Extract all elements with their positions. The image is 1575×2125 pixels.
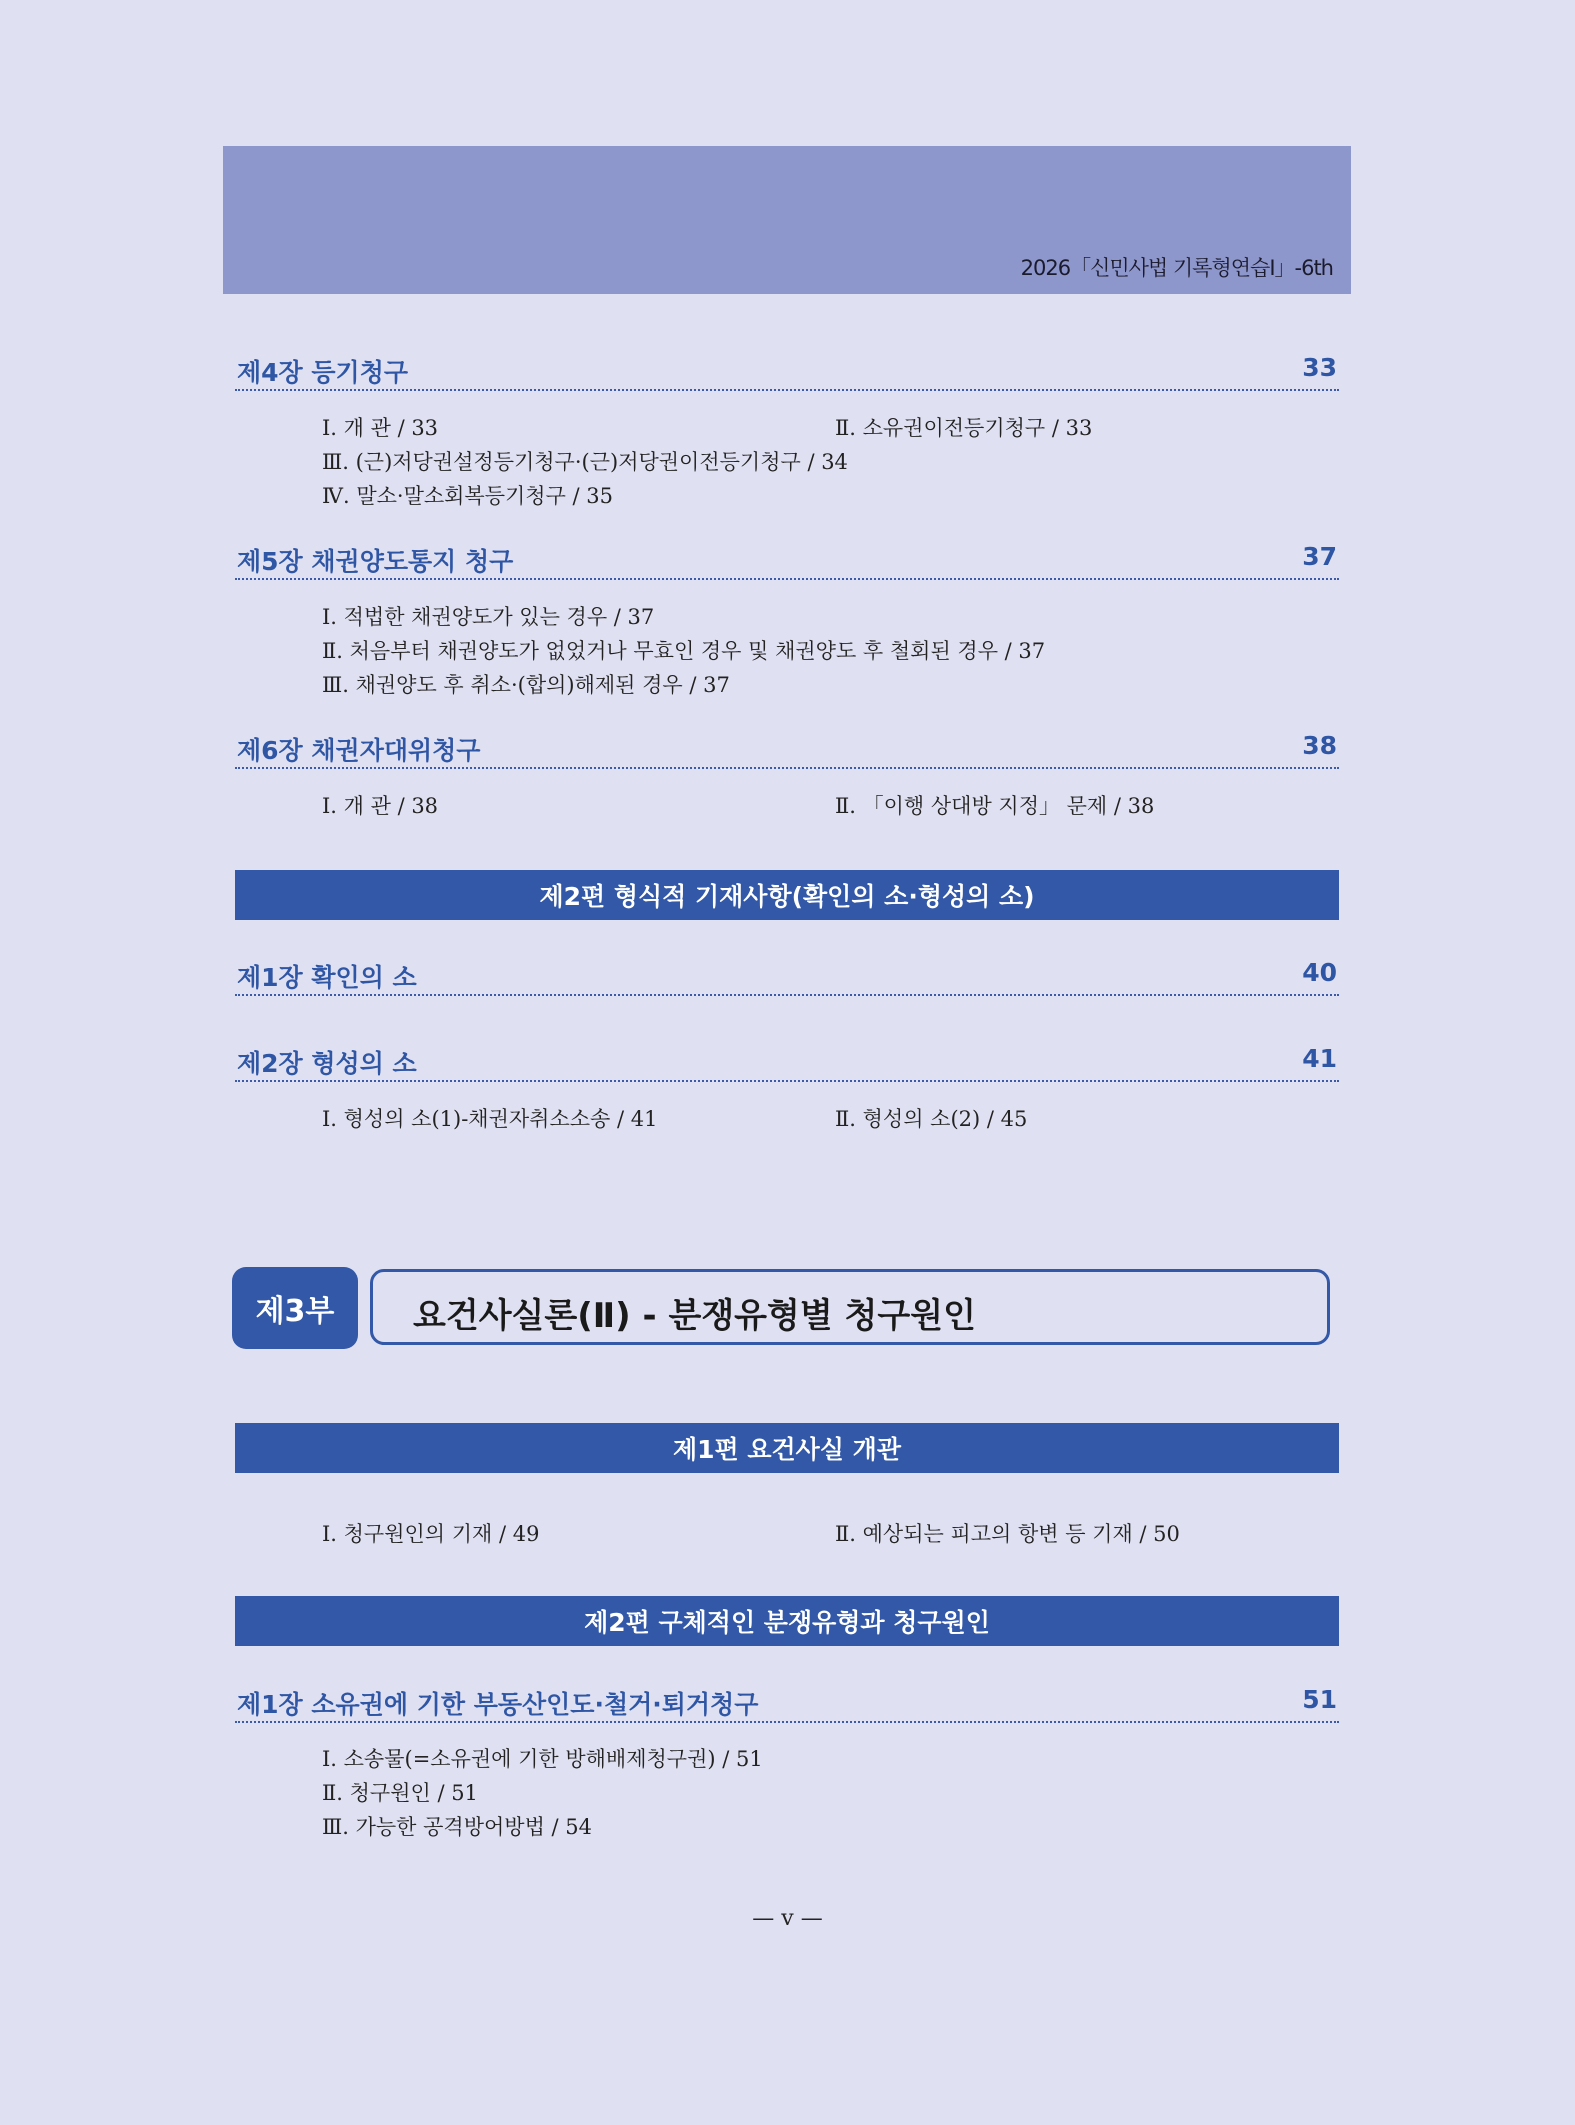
toc-item[interactable]: Ⅰ. 적법한 채권양도가 있는 경우 / 37 <box>322 605 655 629</box>
header-band <box>223 146 1351 294</box>
chapter-heading[interactable] <box>235 729 1339 769</box>
page-number: — v — <box>752 1906 823 1931</box>
toc-item[interactable]: Ⅲ. 채권양도 후 취소·(합의)해제된 경우 / 37 <box>322 673 730 697</box>
chapter-page: 51 <box>1302 1685 1337 1714</box>
toc-item[interactable]: Ⅰ. 형성의 소(1)-채권자취소소송 / 41 <box>322 1107 658 1131</box>
book-title: 2026「신민사법 기록형연습Ⅰ」-6th <box>1020 256 1333 280</box>
toc-item[interactable]: Ⅰ. 개 관 / 33 <box>322 416 439 440</box>
chapter-title: 제2장 형성의 소 <box>237 1049 417 1078</box>
section-title: 제1편 요건사실 개관 <box>672 1435 901 1464</box>
chapter-heading[interactable] <box>235 956 1339 996</box>
chapter-title: 제1장 확인의 소 <box>237 963 417 992</box>
toc-item[interactable]: Ⅰ. 개 관 / 38 <box>322 794 439 818</box>
chapter-heading[interactable] <box>235 1042 1339 1082</box>
chapter-heading[interactable] <box>235 1683 1339 1723</box>
toc-item[interactable]: Ⅱ. 「이행 상대방 지정」 문제 / 38 <box>835 794 1155 818</box>
chapter-title: 제4장 등기청구 <box>237 358 408 387</box>
toc-item[interactable]: Ⅱ. 처음부터 채권양도가 없었거나 무효인 경우 및 채권양도 후 철회된 경우 / 37 <box>322 639 1046 663</box>
chapter-title: 제6장 채권자대위청구 <box>237 736 481 765</box>
chapter-page: 37 <box>1302 542 1337 571</box>
toc-item[interactable]: Ⅲ. 가능한 공격방어방법 / 54 <box>322 1815 592 1839</box>
chapter-title: 제1장 소유권에 기한 부동산인도·철거·퇴거청구 <box>237 1690 759 1719</box>
chapter-page: 40 <box>1302 958 1337 987</box>
chapter-page: 38 <box>1302 731 1337 760</box>
chapter-title: 제5장 채권양도통지 청구 <box>237 547 514 576</box>
chapter-page: 41 <box>1302 1044 1337 1073</box>
section-bar[interactable] <box>235 1596 1339 1646</box>
chapter-page: 33 <box>1302 353 1337 382</box>
part-title: 요건사실론(Ⅱ) - 분쟁유형별 청구원인 <box>413 1296 976 1336</box>
toc-item[interactable]: Ⅱ. 청구원인 / 51 <box>322 1781 478 1805</box>
section-bar[interactable] <box>235 1423 1339 1473</box>
section-bar[interactable] <box>235 870 1339 920</box>
toc-item[interactable]: Ⅳ. 말소·말소회복등기청구 / 35 <box>322 484 614 508</box>
toc-item[interactable]: Ⅱ. 형성의 소(2) / 45 <box>835 1107 1028 1131</box>
section-title: 제2편 형식적 기재사항(확인의 소·형성의 소) <box>539 882 1035 911</box>
chapter-heading[interactable] <box>235 351 1339 391</box>
toc-item[interactable]: Ⅰ. 소송물(=소유권에 기한 방해배제청구권) / 51 <box>322 1747 763 1771</box>
section-title: 제2편 구체적인 분쟁유형과 청구원인 <box>584 1608 990 1637</box>
toc-item[interactable]: Ⅱ. 소유권이전등기청구 / 33 <box>835 416 1093 440</box>
toc-item[interactable]: Ⅱ. 예상되는 피고의 항변 등 기재 / 50 <box>835 1522 1180 1546</box>
toc-item[interactable]: Ⅲ. (근)저당권설정등기청구·(근)저당권이전등기청구 / 34 <box>322 450 848 474</box>
part-badge: 제3부 <box>232 1267 358 1349</box>
toc-item[interactable]: Ⅰ. 청구원인의 기재 / 49 <box>322 1522 540 1546</box>
part-title-box[interactable] <box>370 1269 1330 1345</box>
chapter-heading[interactable] <box>235 540 1339 580</box>
